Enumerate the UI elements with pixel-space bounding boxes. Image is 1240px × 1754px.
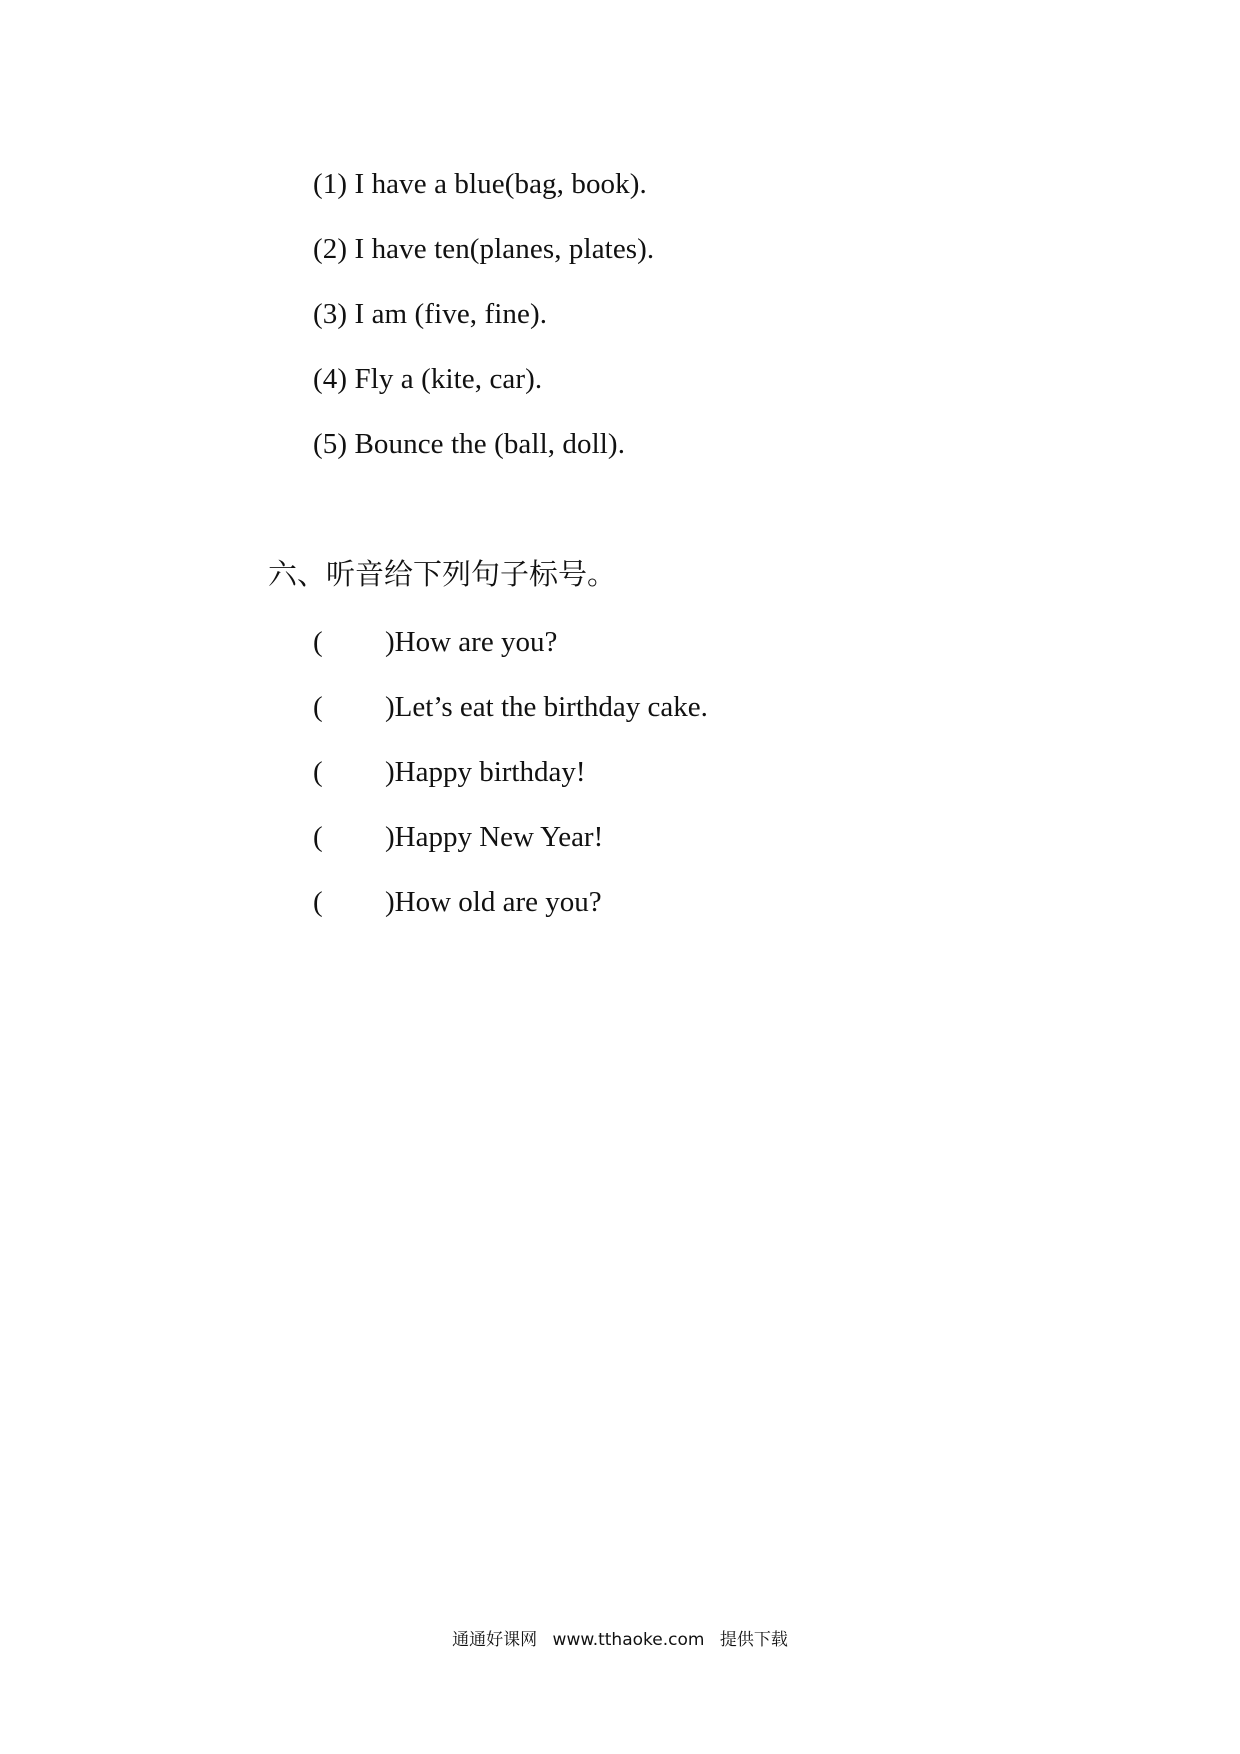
answer-blank-open: ( bbox=[313, 691, 323, 723]
numbering-sentence: )Let’s eat the birthday cake. bbox=[385, 691, 708, 723]
choice-sentence-1: (1) I have a blue(bag, book). bbox=[313, 168, 647, 200]
footer-site-name: 通通好课网 bbox=[452, 1630, 538, 1650]
numbering-sentence: )Happy New Year! bbox=[385, 821, 604, 853]
footer-url: www.tthaoke.com bbox=[552, 1630, 705, 1650]
numbering-sentence: )Happy birthday! bbox=[385, 756, 586, 788]
section-six-heading: 六、听音给下列句子标号。 bbox=[268, 557, 617, 591]
numbering-sentence: )How are you? bbox=[385, 626, 558, 658]
answer-blank-open: ( bbox=[313, 756, 323, 788]
answer-blank-open: ( bbox=[313, 886, 323, 918]
answer-blank-open: ( bbox=[313, 821, 323, 853]
choice-sentence-3: (3) I am (five, fine). bbox=[313, 298, 548, 330]
choice-sentence-5: (5) Bounce the (ball, doll). bbox=[313, 428, 626, 460]
choice-sentence-2: (2) I have ten(planes, plates). bbox=[313, 233, 655, 265]
choice-sentence-4: (4) Fly a (kite, car). bbox=[313, 363, 543, 395]
numbering-sentence: )How old are you? bbox=[385, 886, 602, 918]
answer-blank-open: ( bbox=[313, 626, 323, 658]
page-footer bbox=[0, 1628, 1240, 1652]
footer-suffix: 提供下载 bbox=[719, 1630, 788, 1650]
